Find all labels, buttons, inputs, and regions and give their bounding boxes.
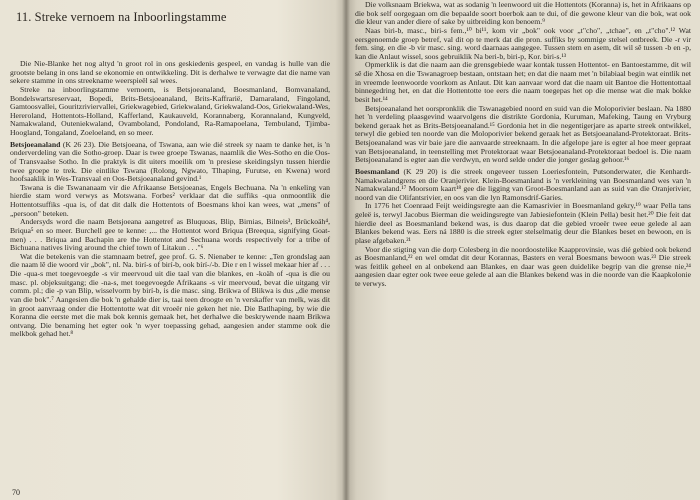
paragraph — [10, 141, 330, 184]
paragraph-text: Betsjoeanaland het oorspronklik die Tswanagebied noord en suid van die Moloporivier beslaan. Na 1880 het 'n verdeling plaasgevind waarvolgens die distrikte Gordonia, Kuruman, Mafeking, Taung en Vryburg bekend geraak het as Brits-Betsjoeanaland.¹⁵ Gordonia het in die negentigerjare as aparte streek ontwikkel, terwyl die gebied ten noorde van die Moloporivier bekend geraak het as Betsjoeanaland-Protektoraat. Brits-Betsjoeanaland was vir baie jare die aanvaarde streeknaam. In die afgelope jare is egter al hoe meer gepraat van Betsjoeanaland, in teenstelling met Protektoraat waar Betsjoeanaland-Protektoraat bedoel is. Die naam Betsjoeanaland is egter aan die verdwyn, en word selde onder die jonger geslag gehoor.¹⁶ — [355, 103, 691, 165]
left-text-column — [10, 60, 330, 339]
left-page — [0, 0, 346, 500]
paragraph-text: Naas biri-b, masc., biri-s fem.,¹⁰ bi¹¹, kom vir „bok" ook voor „t"cho", „tchae", en „t"cho".¹² Wat eersgenoemde groep betref, val dit op te merk dat die pron. suffiks by sommige stelsel ontbreek. Die -r vir fem. sing. en die -b vir masc. sing. word daarnaas aangegee. Tussen stem en asem, dit wil sê tussen -b en -p, kan die Anlaut wissel, soos gebruiklik Na beri-b, biri-p, Kor. biri-s.¹³ — [355, 25, 691, 61]
entry-heading: Boesmanland — [355, 166, 400, 176]
paragraph-text: (K 29 20) is die streek ongeveer tussen Loeriesfontein, Putsonderwater, die Kenhardt-Namakwalandgrens en die Oranjerivier. Klein-Boesmanland is 'n verkleining van Boesmanland wes van 'n Namakwaland.¹⁷ Moorsom kaart¹⁸ gee die ligging van Groot-Boesmanland aan as suid van die Oranjerivier, noord van die Olifantsrivier, en oos van die lyn Ramonsdrif-Garies. — [355, 166, 691, 202]
paragraph — [355, 202, 691, 245]
entry-heading: Betsjoeanaland — [10, 139, 61, 149]
chapter-title: 11. Streke vernoem na Inboorlingstamme — [16, 10, 227, 24]
paragraph — [355, 105, 691, 165]
paragraph-text: Andersyds word die naam Betsjoeana aangetref as Bluquoas, Blip, Birnias, Bilneis³, Brückoäh⁴, Briqua⁵ en so meer. Burchell gee te kenne: ,... the Hottentot word Briqua (Breequa, signifying Goat-men) . . . Briqua and Bachapin are the Hottentot and Sechuana words respectively for a tribe of Bichuana natives living around the chief town of Litakun . . ."⁶ — [10, 217, 330, 253]
page-number: 70 — [12, 488, 20, 497]
paragraph-text: Voor die stigting van die dorp Colesberg in die noordoostelike Kaapprovinsie, was dié gebied ook bekend as Boesmanland,²² en wel omdat dit deur Korannas, Basters en veral Boesmans bewoon was.²³ Die streek was feitlik geheel en al onbekend aan Blankes, en daar was geen duidelike begrip van die grense nie,²⁴ aangesien daar egter ook twee eeue gelede al aan die Blankes bekend was in die noorde van die Kaapkolonie te verwys. — [355, 244, 691, 288]
paragraph-text: In 1776 het Coenraad Feijt weidingsregte aan die Kamasrivier in Boesmanland gekry,¹⁹ waar Pella tans geleë is, terwyl Jacobus Bierman die weidingsregte van Jabiesiefontein (Klein Pella) besit het.²⁰ Die feit dat hierdie deel as Boesmanland bekend was, is dus daarop dat die gebied vroeër twee eeue gelede al aan Blankes bekend was. Eers ná 1880 is die streek egter stelselmatig deur die Blankes beset en bewoon, en is plase afgebaken.²¹ — [355, 201, 691, 245]
paragraph-text: Tswana is die Tswananaam vir die Afrikaanse Betsjoeanas, Engels Bechuana. Na 'n enkeling van hierdie stam word verwys as Motswana. Forbes² verklaar dat die suffiks -qua onmoontlik die Hottentotsuffiks -qua is, of dat dit dalk die Hottentots of Boesmans khoi kan wees, wat „mens" of „persoon" beteken. — [10, 182, 330, 218]
paragraph-text: Die volksnaam Briekwa, wat as sodanig 'n leenwoord uit die Hottentots (Koranna) is, het in Afrikaans op die bok self oorgegaan om die bepaalde soort boerbok aan te dui, of die gewone kleur van die bok, wat ook die kleur van ander diere of sake by uitbreiding kon benoem.⁹ — [355, 0, 691, 27]
paragraph — [10, 60, 330, 86]
paragraph — [10, 184, 330, 219]
paragraph — [355, 168, 691, 203]
paragraph — [355, 61, 691, 104]
right-page — [346, 0, 700, 500]
paragraph — [355, 1, 691, 27]
right-text-column — [355, 1, 691, 289]
paragraph-text: (K 26 23). Die Betsjoeana, of Tswana, aan wie dié streek sy naam te danke het, is 'n onderverdeling van die Sotho-groep. Daar is twee groepe Tswanas, naamlik die Wes-Sotho en die Oos- of Transvaalse Sotho. In die praktyk is dit uiters moeilik om 'n presiese skeidingslyn tussen hierdie twee groepe te trek. Die eintlike Tswana (Rolong, Ngwato, Tlhaping, Furutse, en Kwena) word hoofsaaklik in Wes-Transvaal en Oos-Betsjoeanaland gevind.¹ — [10, 139, 330, 184]
paragraph — [355, 27, 691, 62]
paragraph-text: Streke na inboorlingstamme vernoem, is Betsjoeanaland, Boesmanland, Bomvanaland, Bondelswartsreservaat, Bopedi, Brits-Betsjoeanaland, Brits-Kaffrarië, Damaraland, Fingoland, Gamtoosvallei, Gouritzriviervallei, Griekwagebied, Griekwaland, Griekwaland-Oos, Griekwaland-Wes, Hereroland, Hottentots-Holland, Kafferland, Kaukauveld, Korannaberg, Korannaland, Kungveld, Namakwaland, Outeniekwaland, Ovamboland, Pondoland, Ra-Ramapoelana, Tembuland, Tjimba-Hoogland, Tongaland, Zoeloeland, en so meer. — [10, 84, 330, 137]
paragraph — [10, 253, 330, 339]
paragraph-text: Die Nie-Blanke het nog altyd 'n groot rol in ons geskiedenis gespeel, en vandag is hulle van die grootste belang in ons land se ekonomie en ontwikkeling. Dit is derhalwe te verwagte dat die name van sekere stamme in ons streekname weerspieël sal wees. — [10, 59, 330, 86]
paragraph — [10, 86, 330, 138]
paragraph — [10, 218, 330, 253]
paragraph-text: Opmerklik is dat die naam aan die grensgebiede waar kontak tussen Hottentot- en Bantoestamme, dit wil sê die Xhosa en die Tswanagroep bestaan, ontstaan het; en dat die naam met 'n bilabiaal begin wat eintlik net in vreemde leenwoorde voorkom as Anlaut. Dit kan aanvaar word dat die naam uit Bantoe die Hottentottaal binnegedring het, en dat die Hottentotte toe eers die naam toegepas het op die mense wat die mak bokke besit het.¹⁴ — [355, 60, 691, 104]
paragraph-text: Wat die betekenis van die stamnaam betref, gee prof. G. S. Nienaber te kenne: „Ten grondslag aan die naam lê die woord vir „bok", nl. Na. birí-s of birí-b, ook bírí-/-b. Die r en l wissel mekaar hier af . . . Die -qua-s met toegevoegde -s vir meervoud uit die taal van die blankes, en -koäh of -qua is die ou masc. pl. objeksuitgang; die -na-s, met toegevoegde Afrikaans -s vir meervoud, bevat die uitgang vir comm. pl.; die -p van Blip, wisselvorm by birí-b, is die masc. sing. Brikwa of Blikwa is dus „die mense van die bok".⁷ Aangesien die bok 'n gehalde dier is, taai teen droogte en 'n verskaffer van melk, was dit in groot aanvraag onder die Hottentotte wat dit vroeër nie geken het nie. Die Batlhaping, by wie die Koranna die eerste met die mak bok kennis gemaak het, het derhalwe die beskrywende naam Brikwa ontvang. Die benaming het egter ook 'n wyer toepassing gehad, aangesien ander stamme ook die melkbok gehad het.⁸ — [10, 251, 330, 339]
paragraph — [355, 246, 691, 289]
book-gutter — [342, 0, 350, 500]
